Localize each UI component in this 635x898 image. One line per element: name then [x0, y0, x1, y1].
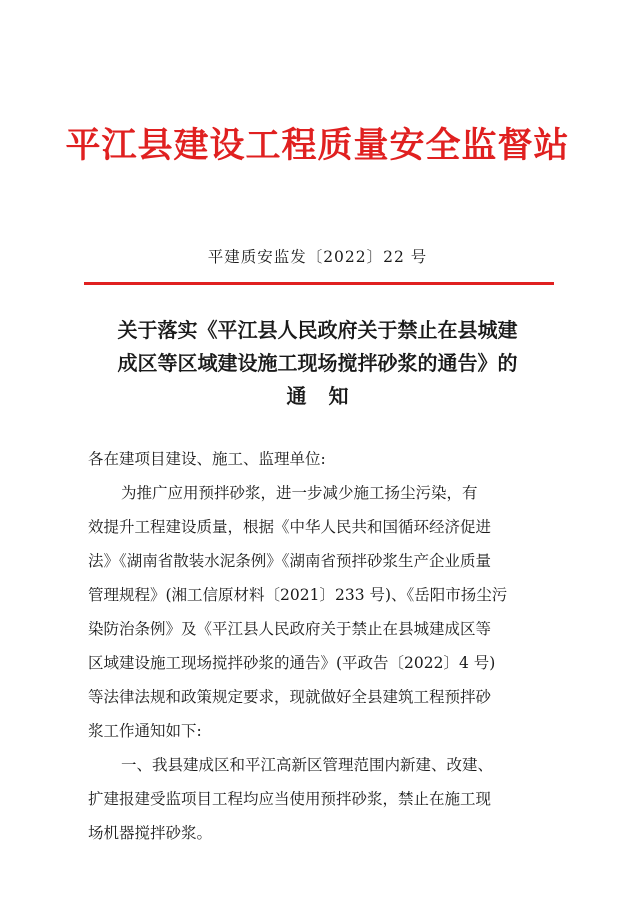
- paragraph-1-line: 管理规程》(湘工信原材料〔2021〕233 号)、《岳阳市扬尘污: [88, 586, 508, 604]
- paragraph-1-line: 法》《湖南省散装水泥条例》《湖南省预拌砂浆生产企业质量: [88, 552, 492, 570]
- red-divider: [84, 282, 554, 285]
- paragraph-2-line: 扩建报建受监项目工程均应当使用预拌砂浆，禁止在施工现: [88, 790, 492, 808]
- title-line-1: 关于落实《平江县人民政府关于禁止在县城建: [117, 318, 518, 342]
- paragraph-1-line: 染防治条例》及《平江县人民政府关于禁止在县城建成区等: [88, 620, 492, 638]
- salutation: 各在建项目建设、施工、监理单位:: [88, 450, 326, 468]
- title-line-3: 通知: [286, 384, 371, 408]
- organization-header: 平江县建设工程质量安全监督站: [65, 125, 570, 166]
- paragraph-2-line: 场机器搅拌砂浆。: [88, 824, 213, 842]
- paragraph-1-line: 区域建设施工现场搅拌砂浆的通告》(平政告〔2022〕4 号): [88, 654, 496, 672]
- paragraph-1-line: 浆工作通知如下:: [88, 722, 202, 740]
- paragraph-1-line: 为推广应用预拌砂浆，进一步减少施工扬尘污染，有: [121, 484, 478, 502]
- paragraph-2-line: 一、我县建成区和平江高新区管理范围内新建、改建、: [121, 756, 494, 774]
- paragraph-1-line: 效提升工程建设质量，根据《中华人民共和国循环经济促进: [88, 518, 492, 536]
- document-number: 平建质安监发〔2022〕22 号: [207, 248, 428, 266]
- title-line-2: 成区等区域建设施工现场搅拌砂浆的通告》的: [117, 351, 518, 375]
- paragraph-1-line: 等法律法规和政策规定要求，现就做好全县建筑工程预拌砂: [88, 688, 492, 706]
